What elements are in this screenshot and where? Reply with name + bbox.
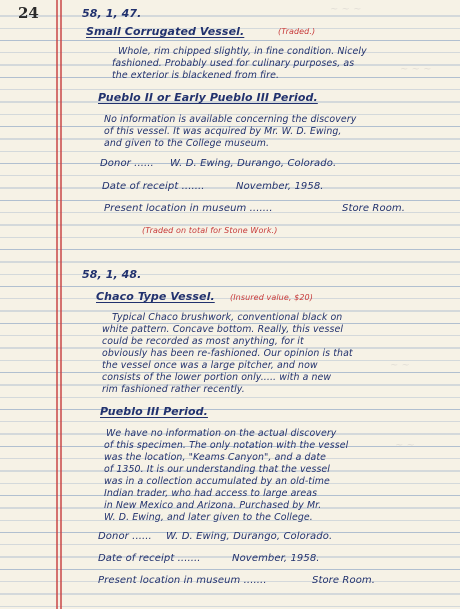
description-line: the exterior is blackened from fire. (112, 70, 280, 81)
history-line: of this specimen. The only notation with the vessel (104, 440, 349, 451)
description-line: the vessel once was a large pitcher, and now (102, 360, 318, 371)
description-line: consists of the lower portion only..... with a new (102, 372, 332, 383)
history-line: in New Mexico and Arizona. Purchased by Mr. (104, 500, 322, 511)
donor-value: W. D. Ewing, Durango, Colorado. (170, 158, 337, 169)
status-note: (Traded.) (278, 27, 316, 36)
history-line: Indian trader, who had access to large areas (104, 488, 318, 499)
description-line: could be recorded as most anything, for it (102, 336, 304, 347)
receipt-label: Date of receipt ....... (98, 553, 201, 564)
description-line: Whole, rim chipped slightly, in fine condition. Nicely (118, 46, 367, 57)
history-line: was the location, "Keams Canyon", and a date (104, 452, 327, 463)
history-line: and given to the College museum. (104, 138, 270, 149)
entry-title: Small Corrugated Vessel. (86, 25, 245, 38)
history-line: was in a collection accumulated by an old-time (104, 476, 330, 487)
margin-line (56, 0, 58, 609)
description-line: white pattern. Concave bottom. Really, this vessel (102, 324, 344, 335)
location-label: Present location in museum ....... (104, 203, 273, 214)
bleed-through-mark: ~ ~ ~ (400, 64, 432, 75)
description-line: Typical Chaco brushwork, conventional black on (112, 312, 343, 323)
location-value: Store Room. (342, 203, 406, 214)
history-line: W. D. Ewing, and later given to the College. (104, 512, 313, 523)
donor-label: Donor ...... (98, 531, 152, 542)
page-number: 24 (18, 4, 39, 22)
history-line: of 1350. It is our understanding that the vessel (104, 464, 331, 475)
catalog-number: 58, 1, 48. (82, 268, 142, 281)
entry-title: Chaco Type Vessel. (96, 290, 215, 303)
history-line: of this vessel. It was acquired by Mr. W. D. Ewing, (104, 126, 342, 137)
bleed-through-mark: ~ ~ (395, 440, 415, 451)
description-line: rim fashioned rather recently. (102, 384, 245, 395)
history-line: No information is available concerning the discovery (104, 114, 357, 125)
location-label: Present location in museum ....... (98, 575, 267, 586)
donor-label: Donor ...... (100, 158, 154, 169)
donor-value: W. D. Ewing, Durango, Colorado. (166, 531, 333, 542)
red-note: (Traded on total for Stone Work.) (142, 226, 278, 235)
history-line: We have no information on the actual discovery (106, 428, 337, 439)
period-heading: Pueblo III Period. (100, 405, 208, 418)
bleed-through-mark: ~ ~ (390, 360, 410, 371)
status-note: (Insured value, $20) (230, 293, 313, 302)
description-line: fashioned. Probably used for culinary purposes, as (112, 58, 355, 69)
catalog-number: 58, 1, 47. (82, 7, 142, 20)
location-value: Store Room. (312, 575, 376, 586)
margin-line (60, 0, 62, 609)
receipt-label: Date of receipt ....... (102, 181, 205, 192)
receipt-value: November, 1958. (236, 181, 324, 192)
bleed-through-mark: ~ ~ ~ (330, 4, 362, 15)
period-heading: Pueblo II or Early Pueblo III Period. (98, 91, 318, 104)
description-line: obviously has been re-fashioned. Our opinion is that (102, 348, 353, 359)
receipt-value: November, 1958. (232, 553, 320, 564)
